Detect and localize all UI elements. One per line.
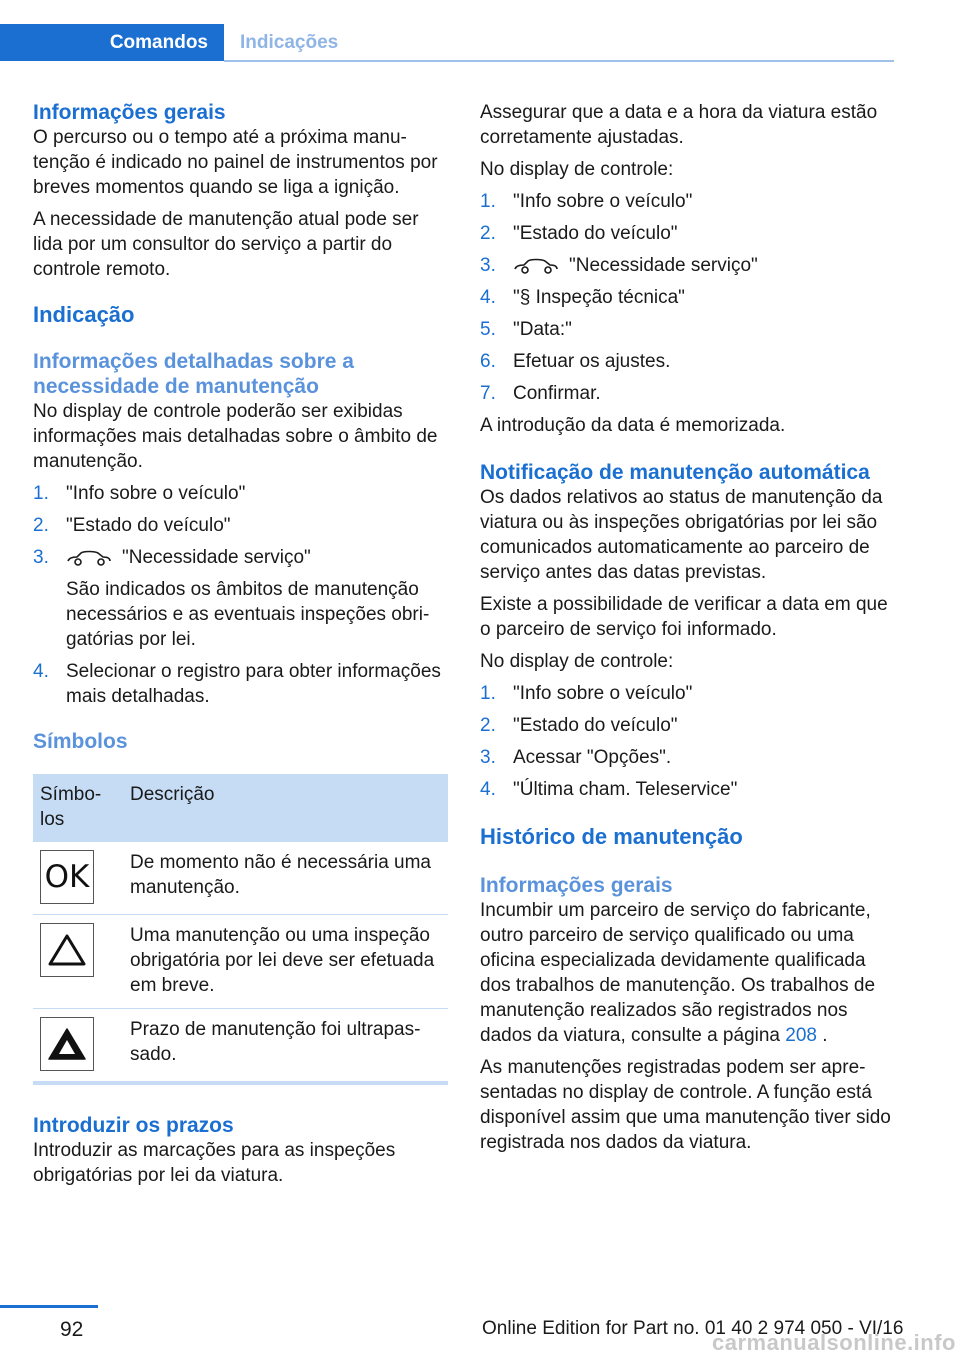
step-number: 1. [480,191,496,212]
list-item [480,745,895,770]
table-cell-description: De momento não é necessária uma manutenção. [123,842,448,915]
step-number: 1. [480,683,496,704]
table-cell-description: Uma manutenção ou uma inspeção obrigatória por lei deve ser efetuada em breve. [123,915,448,1009]
paragraph: Existe a possibilidade de verificar a data em que o parceiro de serviço foi informado. [480,594,888,640]
step-number: 2. [480,223,496,244]
paragraph: Os dados relativos ao status de manutenção da viatura ou às inspeções obrigatórias por lei são comunicados automaticamente ao parceiro de serviço antes das datas previstas. [480,487,883,583]
page-header [0,0,960,62]
list-item [480,681,895,706]
list-item [480,713,895,738]
step-text: Efetuar os ajustes. [513,351,671,372]
step-text: "Necessidade serviço" [569,255,758,276]
step-number: 1. [33,483,49,504]
column-header-description: Descrição [123,774,448,842]
steps-list [480,189,895,406]
ok-icon: OK [40,850,94,904]
table-row [33,1009,448,1084]
step-text: "Estado do veículo" [513,715,678,736]
list-item [480,317,895,342]
step-text: "Estado do veículo" [66,515,231,536]
step-text: Selecionar o registro para obter informações mais detalhadas. [66,661,441,707]
paragraph: Introduzir as marcações para as inspeções obrigatórias por lei da viatura. [33,1140,396,1186]
heading-introduzir-prazos: Introduzir os prazos [33,1114,234,1137]
table-cell-description: Prazo de manutenção foi ultrapassado. [123,1009,448,1084]
heading-historico-manutencao: Histórico de manutenção [480,824,743,849]
left-column [33,100,448,1195]
list-item [33,513,448,538]
list-item [480,253,895,278]
paragraph: No display de controle: [480,159,674,180]
symbols-table [33,774,448,1085]
tab-indicacoes[interactable]: Indicações [240,31,339,53]
step-number: 2. [33,515,49,536]
paragraph: A introdução da data é memorizada. [480,415,786,436]
step-number: 3. [33,547,49,568]
step-number: 4. [480,287,496,308]
table-row [33,842,448,915]
tab-comandos[interactable]: Comandos [0,24,224,61]
step-text: "Última cham. Teleservice" [513,779,738,800]
page-link-208[interactable]: 208 [785,1025,817,1046]
step-text: "Estado do veículo" [513,223,678,244]
heading-informacoes-gerais: Informações gerais [33,101,226,124]
warning-triangle-filled-icon [40,1017,94,1071]
table-header-row [33,774,448,842]
heading-informacoes-detalhadas: Informações detalhadas sobre a necessidade de manutenção [33,350,354,398]
step-subtext: São indicados os âmbitos de manutenção necessários e as eventuais inspeções obrigatórias por lei. [66,579,430,650]
step-number: 7. [480,383,496,404]
step-number: 3. [480,747,496,768]
step-text: "Info sobre o veículo" [66,483,246,504]
paragraph: No display de controle poderão ser exibidas informações mais detalhadas sobre o âmbito de manutenção. [33,401,438,472]
heading-notificacao: Notificação de manutenção automática [480,461,870,484]
step-number: 4. [480,779,496,800]
edition-note: Online Edition for Part no. 01 40 2 974 050 - VI/16 [482,1318,904,1339]
step-text: "Necessidade serviço" [122,547,311,568]
heading-simbolos: Símbolos [33,730,128,753]
column-header-symbols: Símbolos [33,774,123,842]
page-number: 92 [60,1318,84,1341]
step-number: 5. [480,319,496,340]
footer-divider [0,1305,98,1308]
step-number: 2. [480,715,496,736]
list-item [33,659,448,709]
list-item [480,349,895,374]
warning-triangle-outline-icon [40,923,94,977]
step-text: "Info sobre o veículo" [513,683,693,704]
step-number: 6. [480,351,496,372]
table-row [33,915,448,1009]
step-text: "Data:" [513,319,572,340]
paragraph: O percurso ou o tempo até a próxima manutenção é indicado no painel de instrumentos por breves momentos quando se liga a ignição. [33,127,438,198]
step-number: 3. [480,255,496,276]
list-item [480,777,895,802]
car-service-icon [513,258,559,274]
paragraph: Incumbir um parceiro de serviço do fabricante, outro parceiro de serviço qualificado ou uma oficina especializada devidamente qualificada dos trabalhos de manutenção. Os trabalhos de manutenção realizados são registrados nos dados da viatura, consulte a página 208 . [480,900,876,1046]
step-text: Acessar "Opções". [513,747,672,768]
heading-indicacao: Indicação [33,302,135,327]
list-item [480,189,895,214]
right-column [480,100,895,1162]
paragraph: No display de controle: [480,651,674,672]
step-number: 4. [33,661,49,682]
steps-list [480,681,895,802]
paragraph: Assegurar que a data e a hora da viatura estão corretamente ajustadas. [480,102,878,148]
steps-list [33,481,448,709]
list-item [33,545,448,652]
paragraph: As manutenções registradas podem ser apresentadas no display de controle. A função está disponível assim que uma manutenção tiver sido registrada nos dados da viatura. [480,1057,891,1153]
car-service-icon [66,550,112,566]
step-text: "§ Inspeção técnica" [513,287,685,308]
watermark: carmanualsonline.info [712,1330,956,1355]
list-item [480,381,895,406]
step-text: "Info sobre o veículo" [513,191,693,212]
header-divider [224,60,894,62]
list-item [33,481,448,506]
heading-informacoes-gerais-2: Informações gerais [480,874,673,897]
paragraph: A necessidade de manutenção atual pode ser lida por um consultor do serviço a partir do controle remoto. [33,209,419,280]
list-item [480,285,895,310]
step-text: Confirmar. [513,383,601,404]
list-item [480,221,895,246]
